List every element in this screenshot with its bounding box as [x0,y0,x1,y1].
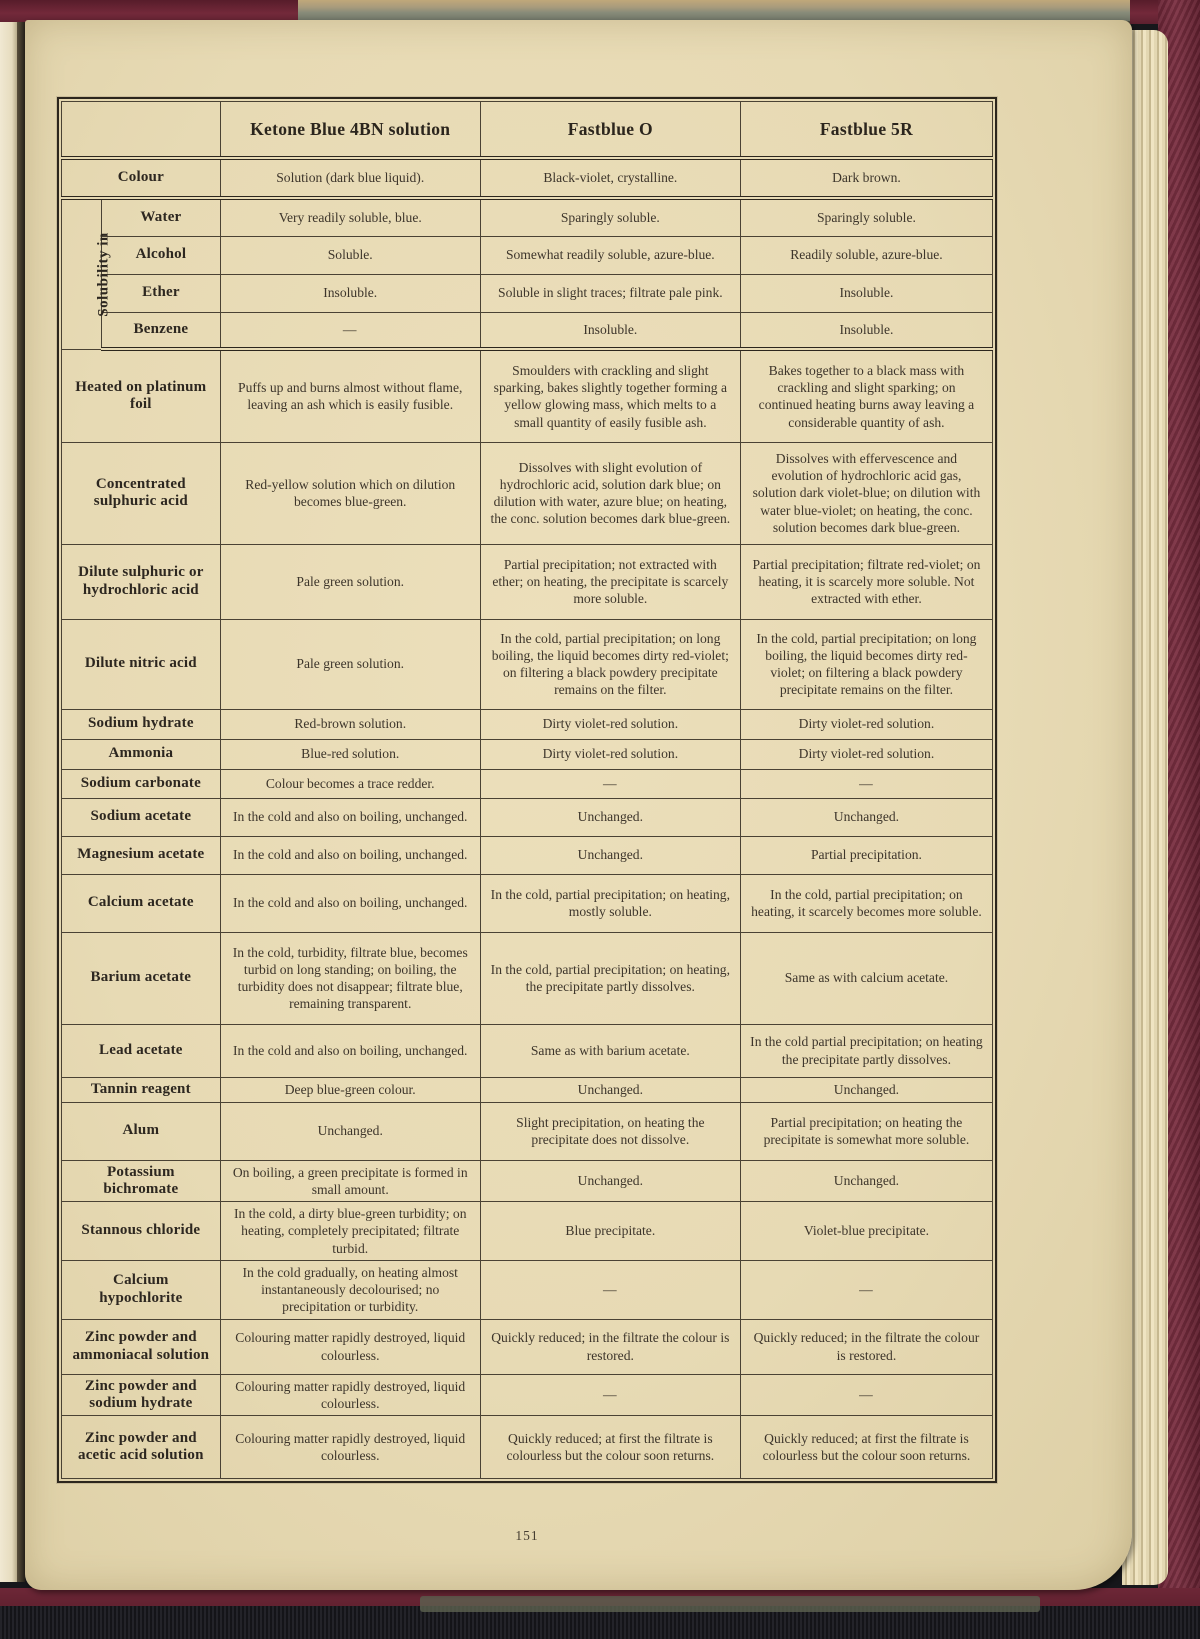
cell: Blue precipitate. [480,1202,740,1261]
cell: Quickly reduced; in the filtrate the colour is restored. [480,1319,740,1374]
cell: In the cold and also on boiling, unchanged. [220,874,480,932]
table-row [62,1024,993,1077]
cell: Same as with calcium acetate. [740,932,992,1024]
cell: Partial precipitation; on heating the precipitate is somewhat more soluble. [740,1102,992,1160]
cell: Partial precipitation; not extracted with ether; on heating, the precipitate is scarcely more soluble. [480,544,740,619]
cell: In the cold, partial precipitation; on heating, the precipitate partly dissolves. [480,932,740,1024]
row-label: Barium acetate [62,932,221,1024]
row-label: Potassium bichromate [62,1160,221,1202]
table-row [62,1319,993,1374]
cell: — [480,769,740,798]
cell: In the cold, partial precipitation; on long boiling, the liquid becomes dirty red-violet; on filtering a black powdery precipitate remains on the filter. [480,619,740,709]
header-row [62,102,993,159]
solubility-group-label: Solubility in [62,198,102,349]
table-row [62,1202,993,1261]
table-row [62,1160,993,1202]
cell: Colouring matter rapidly destroyed, liquid colourless. [220,1416,480,1479]
cell: — [480,1374,740,1416]
table-row [62,312,993,349]
row-label: Ether [102,274,221,312]
header-corner-cell [62,102,221,159]
column-header: Ketone Blue 4BN solution [220,102,480,159]
cell: Dissolves with effervescence and evolution of hydrochloric acid gas, solution dark violet-blue; on dilution with water blue-violet; on heating, the conc. solution becomes dark blue-green. [740,442,992,544]
table-row [62,836,993,874]
page-number: 151 [515,1528,539,1543]
row-label: Calcium acetate [62,874,221,932]
cell: Readily soluble, azure-blue. [740,236,992,274]
row-label: Stannous chloride [62,1202,221,1261]
row-label: Sodium carbonate [62,769,221,798]
row-label: Tannin reagent [62,1077,221,1102]
table-row [62,798,993,836]
table-row [62,236,993,274]
cell: Pale green solution. [220,619,480,709]
row-label: Alum [62,1102,221,1160]
row-label: Zinc powder and acetic acid solution [62,1416,221,1479]
cell: Soluble. [220,236,480,274]
dye-comparison-table-frame [57,97,997,1483]
book-gutter [17,22,25,1582]
cell: Dissolves with slight evolution of hydrochloric acid, solution dark blue; on dilution with water, azure blue; on heating, the conc. solution becomes dark blue-green. [480,442,740,544]
cell: Dirty violet-red solution. [740,739,992,769]
cell: Pale green solution. [220,544,480,619]
cell: — [480,1260,740,1319]
cell: Quickly reduced; in the filtrate the colour is restored. [740,1319,992,1374]
cell: Partial precipitation. [740,836,992,874]
table-row [62,1077,993,1102]
cell: Unchanged. [480,798,740,836]
cell: — [740,769,992,798]
cell: Violet-blue precipitate. [740,1202,992,1261]
cell: Sparingly soluble. [480,198,740,236]
table-row [62,709,993,739]
row-label: Dilute nitric acid [62,619,221,709]
cell: In the cold, partial precipitation; on long boiling, the liquid becomes dirty red-violet; on filtering a black powdery precipitate remains on the filter. [740,619,992,709]
table-row [62,349,993,442]
cell: Black-violet, crystalline. [480,158,740,198]
cell: Dark brown. [740,158,992,198]
cell: Puffs up and burns almost without flame, leaving an ash which is easily fusible. [220,349,480,442]
cell: Dirty violet-red solution. [480,739,740,769]
table-row [62,619,993,709]
table-row [62,1374,993,1416]
cell: Unchanged. [740,798,992,836]
cell: Partial precipitation; filtrate red-violet; on heating, it is scarcely more soluble. Not extracted with ether. [740,544,992,619]
cell: Insoluble. [220,274,480,312]
cell: In the cold partial precipitation; on heating the precipitate partly dissolves. [740,1024,992,1077]
cell: Unchanged. [220,1102,480,1160]
cell: Unchanged. [480,1077,740,1102]
column-header: Fastblue 5R [740,102,992,159]
cell: Blue-red solution. [220,739,480,769]
row-label: Sodium hydrate [62,709,221,739]
cell: Smoulders with crackling and slight sparking, bakes slightly together forming a yellow glowing mass, which melts to a small quantity of easily fusible ash. [480,349,740,442]
table-row [62,1416,993,1479]
row-label: Sodium acetate [62,798,221,836]
cell: Unchanged. [740,1077,992,1102]
cell: Insoluble. [740,312,992,349]
row-label: Lead acetate [62,1024,221,1077]
cell: — [740,1260,992,1319]
cell: In the cold, turbidity, filtrate blue, becomes turbid on long standing; on boiling, the turbidity does not disappear; filtrate blue, remaining transparent. [220,932,480,1024]
cell: In the cold, partial precipitation; on heating, mostly soluble. [480,874,740,932]
cell: In the cold, partial precipitation; on heating, it scarcely becomes more soluble. [740,874,992,932]
table-row [62,442,993,544]
binding-smudge [420,1596,1040,1612]
cell: Same as with barium acetate. [480,1024,740,1077]
row-label: Zinc powder and ammoniacal solution [62,1319,221,1374]
table-row [62,198,993,236]
table-row [62,739,993,769]
table-row [62,874,993,932]
cell: In the cold gradually, on heating almost instantaneously decolourised; no precipitation or turbidity. [220,1260,480,1319]
table-row [62,932,993,1024]
cell: In the cold and also on boiling, unchanged. [220,798,480,836]
cell: Bakes together to a black mass with crackling and slight sparking; on continued heating burns away leaving a considerable quantity of ash. [740,349,992,442]
cell: Unchanged. [740,1160,992,1202]
row-label: Zinc powder and sodium hydrate [62,1374,221,1416]
cell: In the cold, a dirty blue-green turbidity; on heating, completely precipitated; filtrate turbid. [220,1202,480,1261]
cell: In the cold and also on boiling, unchanged. [220,1024,480,1077]
cell: In the cold and also on boiling, unchanged. [220,836,480,874]
page-edge-left [0,22,17,1582]
cell: Insoluble. [480,312,740,349]
row-label: Water [102,198,221,236]
cell: Solution (dark blue liquid). [220,158,480,198]
row-label: Magnesium acetate [62,836,221,874]
cell: Slight precipitation, on heating the precipitate does not dissolve. [480,1102,740,1160]
cell: Unchanged. [480,836,740,874]
cell: — [740,1374,992,1416]
row-label: Ammonia [62,739,221,769]
table-row [62,769,993,798]
dye-comparison-table [61,101,993,1479]
table-row [62,274,993,312]
cell: Dirty violet-red solution. [480,709,740,739]
row-label: Calcium hypochlorite [62,1260,221,1319]
cell: Dirty violet-red solution. [740,709,992,739]
cell: Deep blue-green colour. [220,1077,480,1102]
row-label: Dilute sulphuric or hydrochloric acid [62,544,221,619]
table-row [62,158,993,198]
row-label: Heated on platinum foil [62,349,221,442]
row-label: Alcohol [102,236,221,274]
cell: Insoluble. [740,274,992,312]
cell: Red-yellow solution which on dilution becomes blue-green. [220,442,480,544]
table-row [62,544,993,619]
cell: Very readily soluble, blue. [220,198,480,236]
row-label: Benzene [102,312,221,349]
cell: Soluble in slight traces; filtrate pale pink. [480,274,740,312]
row-label: Concentrated sulphuric acid [62,442,221,544]
cell: Colour becomes a trace redder. [220,769,480,798]
cell: — [220,312,480,349]
row-label: Colour [62,158,221,198]
cell: Sparingly soluble. [740,198,992,236]
cell: Quickly reduced; at first the filtrate is colourless but the colour soon returns. [480,1416,740,1479]
table-row [62,1102,993,1160]
cell: Colouring matter rapidly destroyed, liquid colourless. [220,1374,480,1416]
cell: Colouring matter rapidly destroyed, liquid colourless. [220,1319,480,1374]
cell: Red-brown solution. [220,709,480,739]
cell: Somewhat readily soluble, azure-blue. [480,236,740,274]
column-header: Fastblue O [480,102,740,159]
cell: Quickly reduced; at first the filtrate is colourless but the colour soon returns. [740,1416,992,1479]
cell: On boiling, a green precipitate is formed in small amount. [220,1160,480,1202]
cell: Unchanged. [480,1160,740,1202]
table-row [62,1260,993,1319]
